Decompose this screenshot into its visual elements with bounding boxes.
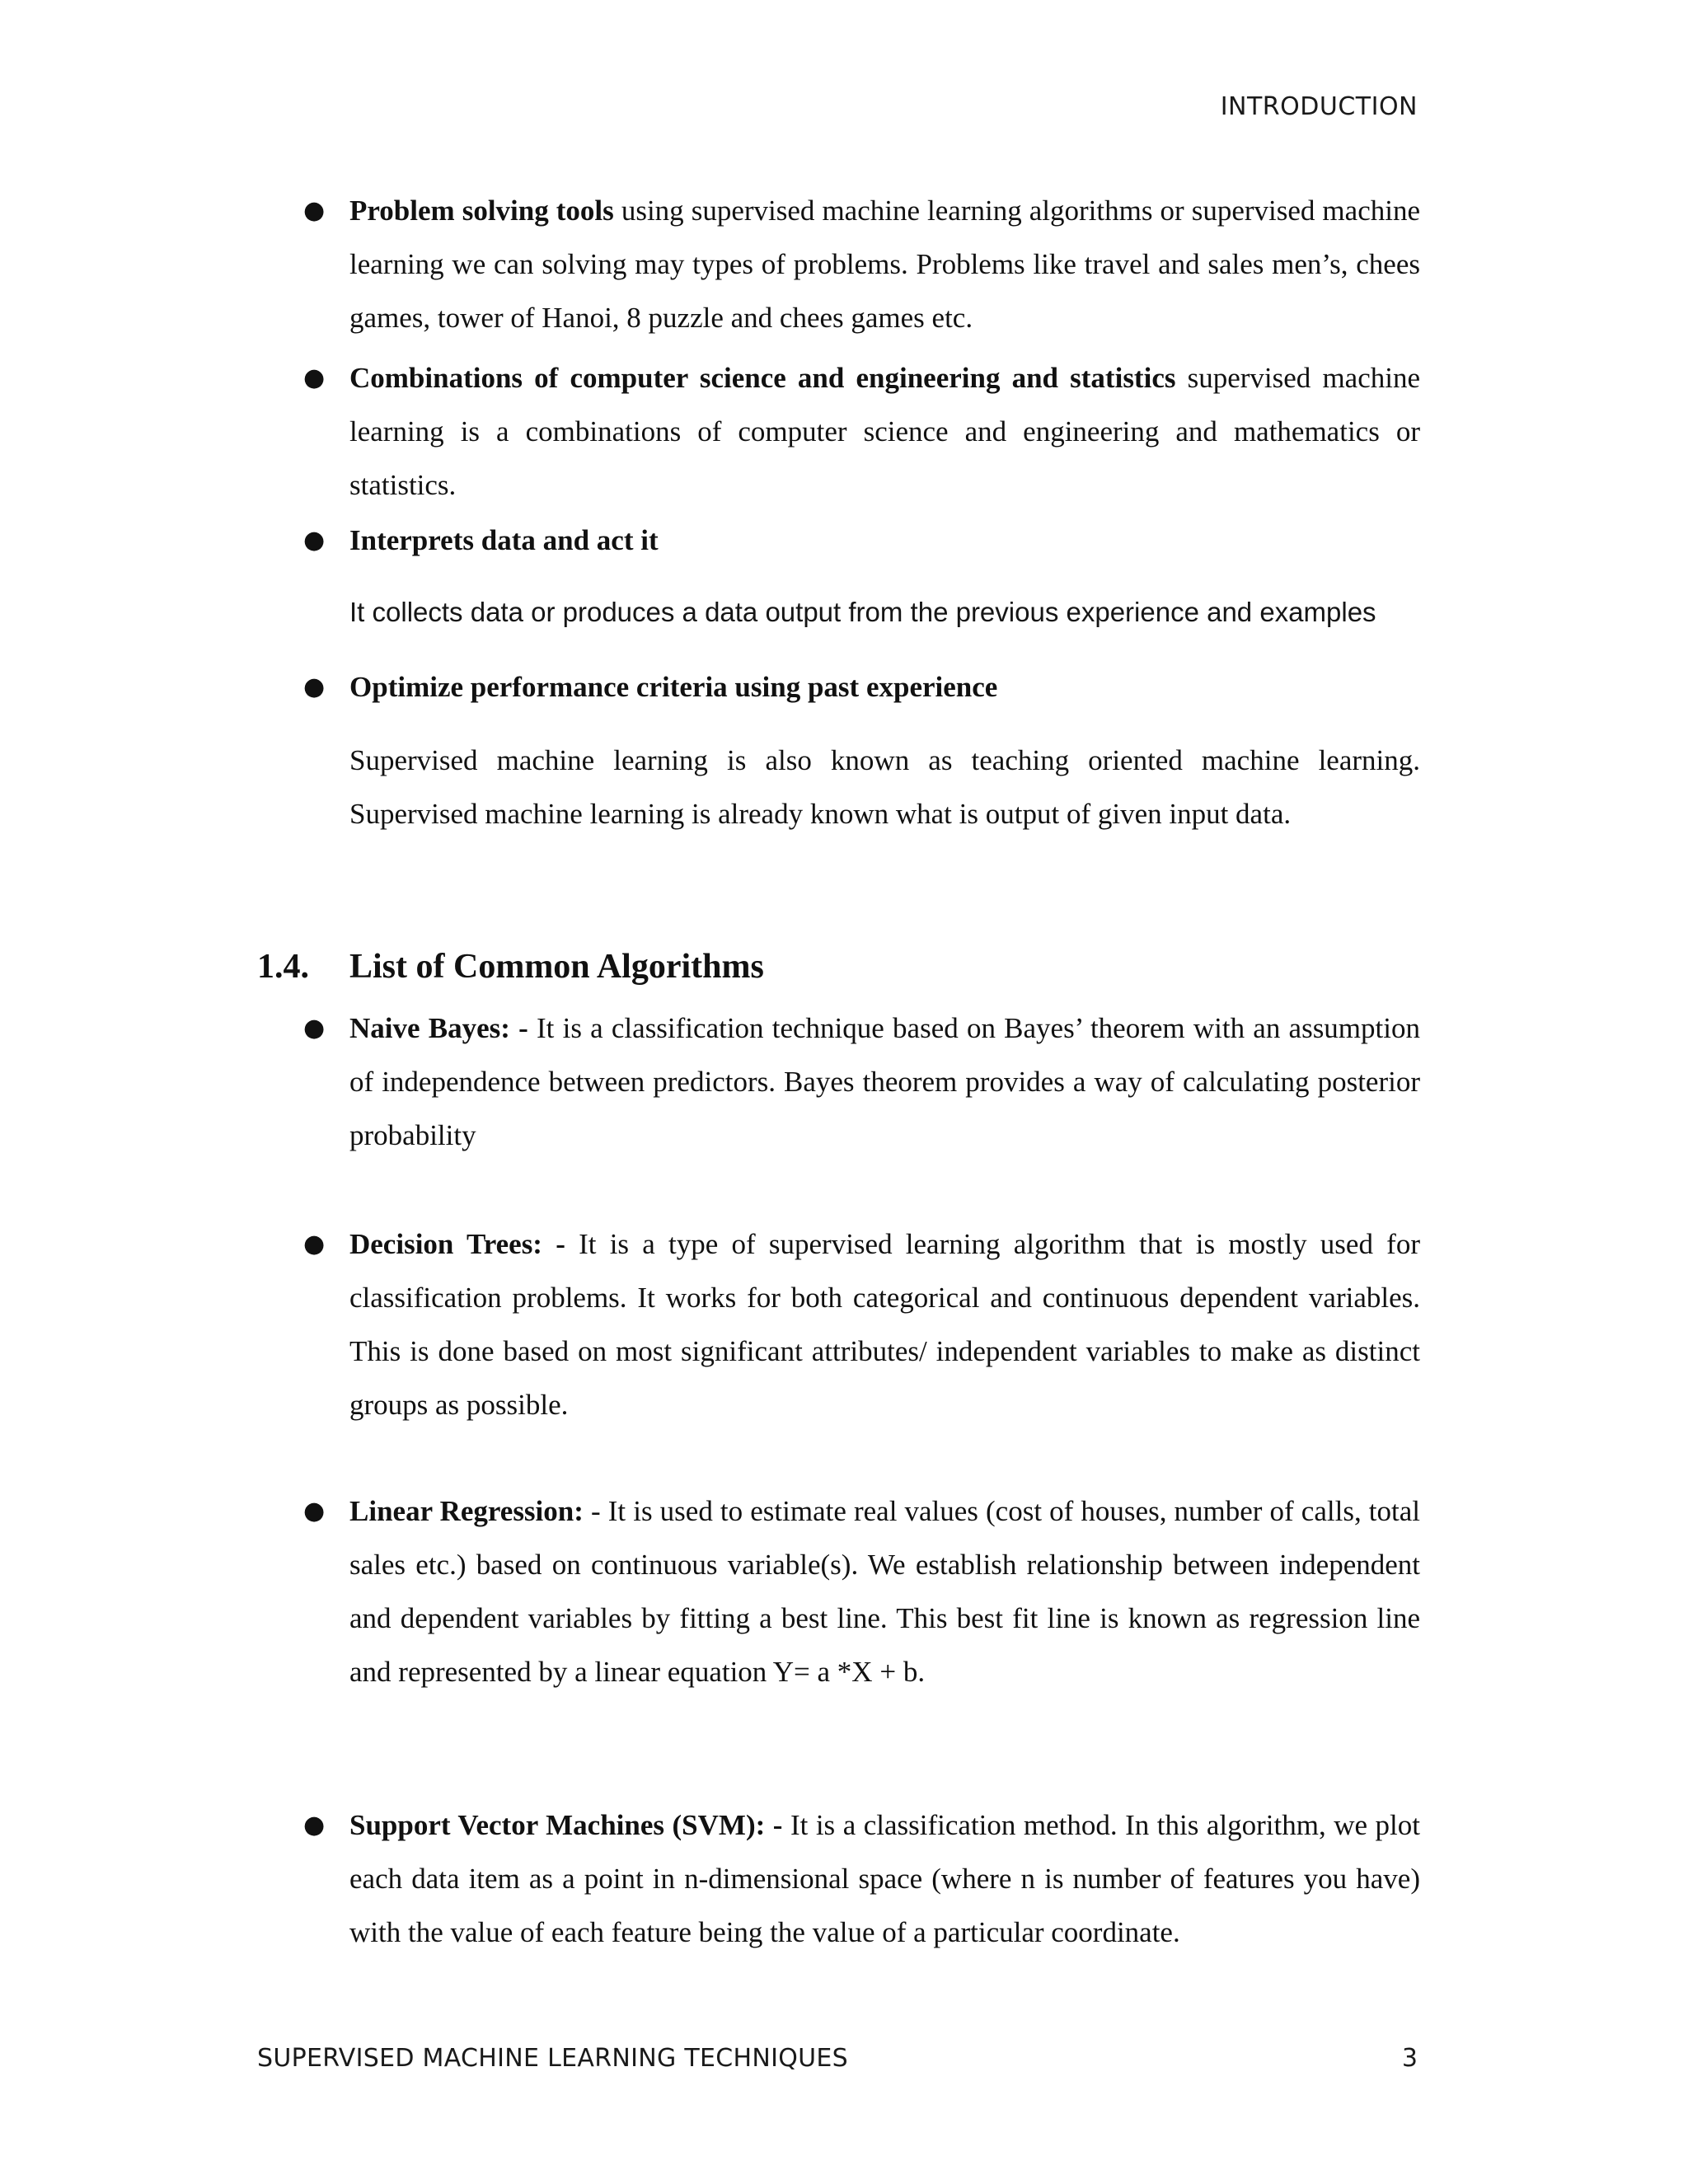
algorithm-title: Linear Regression:	[349, 1495, 584, 1527]
bullet-icon: ●	[303, 673, 326, 701]
list-item-text	[349, 351, 1420, 512]
list-item	[303, 660, 1420, 714]
list-item-text	[349, 513, 1420, 567]
algorithm-title: Decision Trees: -	[349, 1228, 565, 1260]
section-title: List of Common Algorithms	[349, 948, 764, 986]
algorithm-item	[303, 1798, 1421, 1959]
list-item-detail: It collects data or produces a data output from the previous experience and examples	[349, 597, 1376, 627]
list-item-title: Interprets data and act it	[349, 524, 659, 556]
running-footer: SUPERVISED MACHINE LEARNING TECHNIQUES	[257, 2044, 849, 2073]
algorithm-description: It is a type of supervised learning algorithm that is mostly used for classification problems. It works for both categorical and continuous dependent variables. This is done based on most significant attributes/ independent variables to make as distinct groups as possible.	[349, 1228, 1420, 1421]
list-item-title: Problem solving tools	[349, 194, 614, 227]
list-item-title: Combinations of computer science and engineering and statistics	[349, 362, 1176, 394]
bullet-icon: ●	[303, 1497, 326, 1526]
page-number: 3	[1401, 2044, 1418, 2073]
section-number: 1.4.	[257, 948, 309, 986]
algorithm-description: It is a classification method. In this algorithm, we plot each data item as a point in n-dimensional space (where n is number of features you have) with the value of each feature being the value of a particular coordinate.	[349, 1809, 1421, 1948]
bullet-icon: ●	[303, 1811, 326, 1840]
section-heading	[257, 942, 764, 991]
list-item-text	[349, 660, 1420, 714]
list-item-detail: Supervised machine learning is also known as teaching oriented machine learning. Supervised machine learning is already known what is output of given input data.	[349, 744, 1420, 830]
algorithm-text	[349, 1484, 1420, 1699]
algorithm-text	[349, 1798, 1420, 1959]
list-item	[303, 351, 1420, 512]
list-item	[303, 513, 1420, 567]
list-item-body: using supervised machine learning algorithms or supervised machine learning we can solving may types of problems. Problems like travel and sales men’s, chees games, tower of Hanoi, 8 puzzle and chees games etc.	[349, 194, 1420, 334]
bullet-icon: ●	[303, 196, 326, 225]
list-item	[303, 184, 1420, 344]
list-item-body: supervised machine learning is a combinations of computer science and engineering and mathematics or statistics.	[349, 362, 1420, 501]
algorithm-item	[303, 1484, 1420, 1699]
algorithm-title: Support Vector Machines (SVM): -	[349, 1809, 783, 1841]
algorithm-description: It is a classification technique based on Bayes’ theorem with an assumption of independence between predictors. Bayes theorem provides a way of calculating posterior probability	[349, 1012, 1420, 1151]
bullet-icon: ●	[303, 363, 326, 392]
list-item-text	[349, 184, 1420, 344]
running-header: INTRODUCTION	[1220, 92, 1418, 121]
bullet-icon: ●	[303, 1230, 326, 1258]
bullet-icon: ●	[303, 526, 326, 555]
algorithm-description: - It is used to estimate real values (cost of houses, number of calls, total sales etc.) based on continuous variable(s). We establish relationship between independent and dependent variables by fitting a best line. This best fit line is known as regression line and represented by a linear equation Y= a *X + b.	[349, 1495, 1420, 1688]
algorithm-text	[349, 1217, 1420, 1432]
list-item-title: Optimize performance criteria using past experience	[349, 671, 998, 703]
algorithm-item	[303, 1001, 1420, 1162]
bullet-icon: ●	[303, 1014, 326, 1043]
algorithm-item	[303, 1217, 1420, 1432]
algorithm-title: Naive Bayes: -	[349, 1012, 528, 1044]
algorithm-text	[349, 1001, 1420, 1162]
